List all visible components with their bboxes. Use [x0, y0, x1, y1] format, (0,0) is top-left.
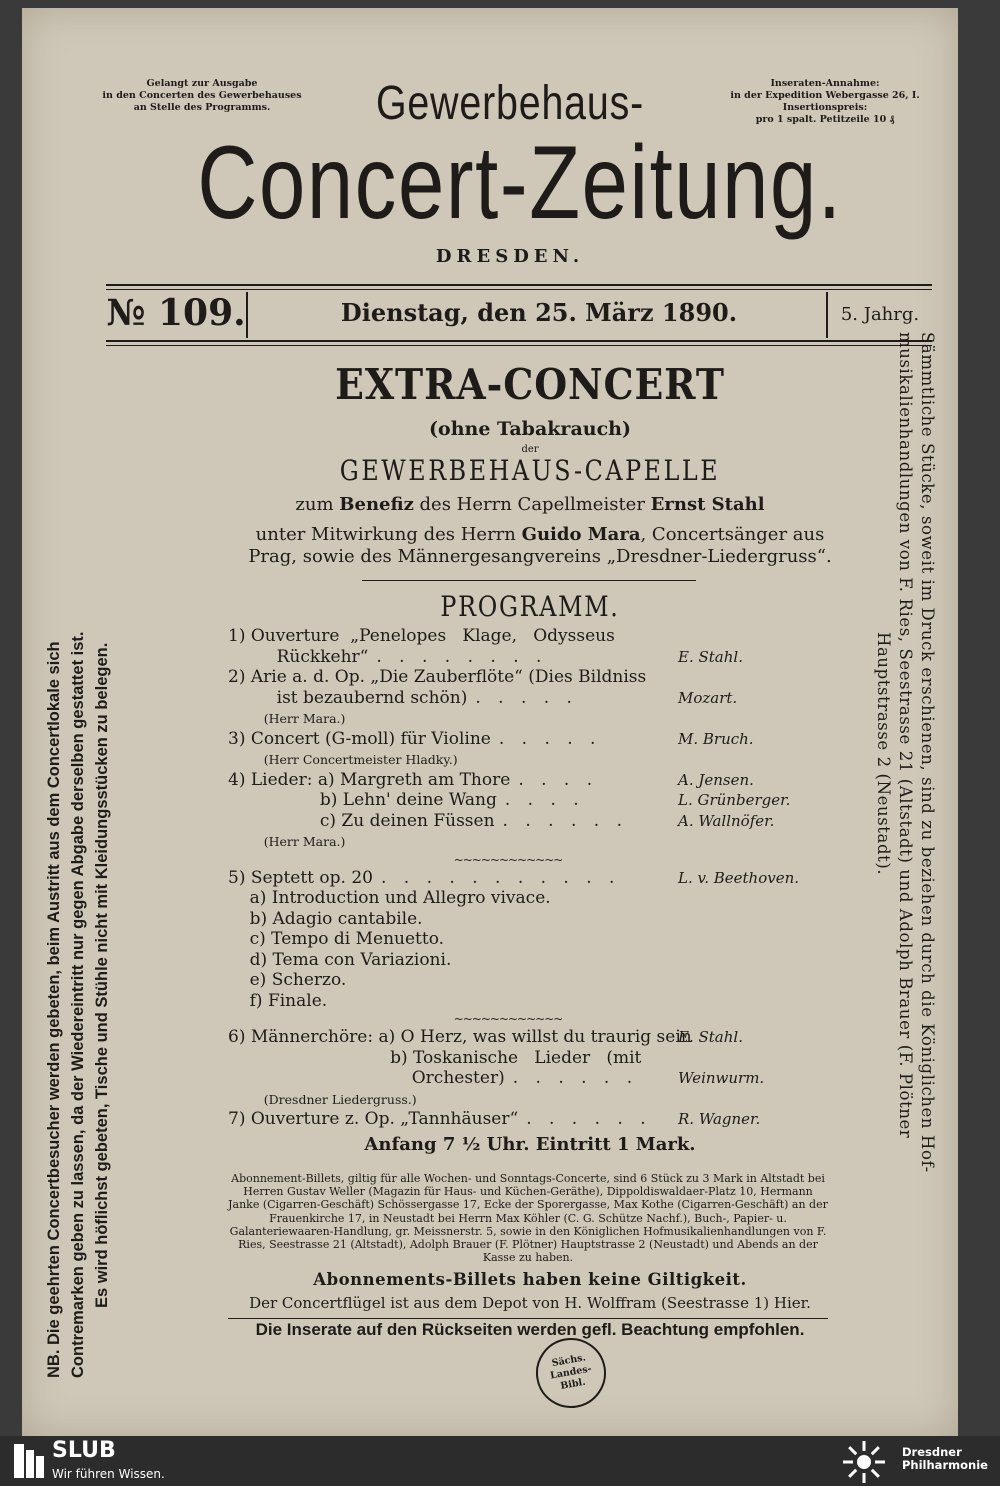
program-line-composer: L. v. Beethoven.	[678, 868, 800, 887]
sheet-music-notice-line: Hauptstrasse 2 (Neustadt).	[874, 632, 893, 876]
sheet-music-notice-line: Sämmtliche Stücke, soweit im Druck erschienen, sind zu beziehen durch die Königlichen Hof-	[918, 332, 937, 1173]
advertising-note	[730, 78, 920, 126]
program-line-dots: . . . .	[518, 769, 599, 790]
singer-name: Guido Mara	[521, 524, 641, 545]
advertising-note-line: Inseraten-Annahme:	[770, 78, 880, 89]
visitor-notice-line: NB. Die geehrten Concertbesucher werden gebeten, beim Austritt aus dem Concertlokale sich	[45, 641, 63, 1378]
subscription-invalid-notice: Abonnements-Billets haben keine Giltigkeit.	[313, 1270, 747, 1289]
participation-text-part: unter Mitwirkung des Herrn	[255, 524, 522, 545]
start-and-entry: Anfang 7 ½ Uhr. Eintritt 1 Mark.	[364, 1134, 696, 1155]
program-line-text: a) Introduction und Allegro vivace.	[228, 888, 551, 908]
program-line-composer: Weinwurm.	[678, 1069, 765, 1087]
program-line-text: b) Lehn' deine Wang	[228, 790, 497, 810]
divider-vertical	[246, 292, 248, 338]
program-line	[228, 991, 788, 1012]
program-line-text: b) Toskanische Lieder (mit	[228, 1047, 642, 1068]
program-line-composer: A. Jensen.	[678, 770, 754, 789]
program-line-dots: . . . .	[504, 790, 585, 810]
program-line-text: c) Tempo di Menuetto.	[228, 929, 445, 949]
program-line-text: Rückkehr“	[228, 646, 369, 667]
program-separator: ~~~~~~~~~~~~	[453, 1012, 563, 1026]
program-line-dots: . . . . . . . .	[376, 646, 548, 667]
program-line	[228, 790, 791, 811]
conductor-name: Ernst Stahl	[650, 494, 765, 515]
distribution-note-line: in den Concerten des Gewerbehauses	[102, 90, 302, 101]
slub-slogan: Wir führen Wissen.	[52, 1467, 165, 1481]
program-line-dots: . . . . . .	[526, 1109, 652, 1129]
benefit-text: des Herrn Capellmeister	[413, 494, 651, 515]
distribution-note-line: Gelangt zur Ausgabe	[146, 78, 258, 89]
advertising-note-line: in der Expedition Webergasse 26, I.	[730, 90, 920, 101]
issue-date: Dienstag, den 25. März 1890.	[340, 298, 738, 327]
benefit-word: Benefiz	[339, 494, 414, 515]
program-line	[228, 647, 788, 668]
visitor-notice-vertical	[42, 358, 138, 1378]
program-line	[228, 950, 788, 971]
participation-text-part: Prag, sowie des Männergesangvereins „Dresdner-Liedergruss“.	[248, 546, 832, 567]
program-line-composer: A. Wallnöfer.	[678, 811, 775, 830]
concert-der: der	[521, 444, 539, 455]
benefit-text: zum	[295, 494, 340, 515]
program-line	[228, 626, 788, 647]
program-line-text: 5) Septett op. 20	[228, 867, 373, 888]
program-line-composer: L. Grünberger.	[678, 791, 791, 809]
divider-rule	[362, 580, 696, 581]
program-line-dots: . . . . . . . . . . .	[380, 867, 621, 888]
program-line	[228, 729, 788, 750]
masthead-top: Gewerbehaus-	[375, 77, 645, 130]
program-line-dots: . . . . .	[498, 728, 602, 749]
masthead-city: DRESDEN.	[435, 246, 585, 267]
slub-title[interactable]: SLUB	[52, 1438, 116, 1463]
program-line	[228, 1089, 788, 1110]
piano-notice: Der Concertflügel ist aus dem Depot von H. Wolffram (Seestrasse 1) Hier.	[249, 1294, 811, 1312]
program-line	[228, 749, 788, 770]
program-line-text: d) Tema con Variazioni.	[228, 949, 452, 970]
program-line	[228, 770, 788, 791]
program-line	[228, 888, 788, 909]
program-line-text: b) Adagio cantabile.	[228, 908, 423, 929]
issue-number: № 109.	[106, 292, 246, 334]
program-line	[228, 867, 800, 889]
program-title: PROGRAMM.	[440, 590, 620, 623]
program-list	[228, 626, 800, 1130]
program-line	[228, 929, 788, 950]
library-stamp: Sächs. Landes- Bibl.	[530, 1332, 611, 1413]
program-separator: ~~~~~~~~~~~~	[453, 852, 563, 867]
program-line-text: f) Finale.	[228, 990, 328, 1011]
program-line-text: (Dresdner Liedergruss.)	[228, 1091, 417, 1107]
sheet-music-notice-vertical	[842, 332, 938, 1332]
advertising-note-line: pro 1 spalt. Petitzeile 10 ₰	[755, 114, 895, 125]
sheet-music-notice-line: musikalienhandlungen von F. Ries, Seestrasse 21 (Altstadt) und Adolph Brauer (F. Plötner	[896, 332, 915, 1139]
divider-rule	[106, 289, 932, 290]
program-line-composer: M. Bruch.	[678, 729, 754, 748]
concert-subtitle: (ohne Tabakrauch)	[429, 418, 631, 440]
distribution-note	[102, 78, 302, 114]
divider-rule	[106, 340, 932, 342]
philharmonie-name-line: Dresdner	[902, 1445, 962, 1459]
slub-logo-icon[interactable]	[12, 1442, 46, 1480]
advertising-note-line: Insertionspreis:	[782, 102, 868, 113]
program-line-text: 7) Ouverture z. Op. „Tannhäuser“	[228, 1109, 519, 1129]
program-line-composer: Mozart.	[678, 688, 738, 707]
program-line-text: (Herr Concertmeister Hladky.)	[228, 752, 458, 767]
program-line-text: 4) Lieder: a) Margreth am Thore	[228, 769, 511, 790]
benefit-line	[230, 494, 830, 515]
program-line	[228, 811, 788, 832]
participation-text	[230, 524, 850, 568]
program-line	[228, 909, 788, 930]
concert-title: EXTRA-CONCERT	[335, 360, 725, 409]
distribution-note-line: an Stelle des Programms.	[133, 102, 271, 113]
program-line	[228, 708, 788, 729]
program-line	[228, 831, 788, 852]
orchestra-name: GEWERBEHAUS-CAPELLE	[339, 454, 721, 487]
ads-notice: Die Inserate auf den Rückseiten werden gefl. Beachtung empfohlen.	[255, 1320, 805, 1339]
program-line	[228, 1109, 788, 1130]
philharmonie-name-line: Philharmonie	[902, 1458, 988, 1472]
program-line-dots: . . . . .	[475, 687, 578, 708]
program-line-dots: . . . . . .	[502, 810, 628, 831]
program-line-composer: E. Stahl.	[678, 1028, 743, 1046]
program-line	[228, 667, 788, 688]
program-line	[228, 688, 788, 709]
program-line	[228, 1048, 788, 1069]
philharmonie-name[interactable]	[902, 1446, 988, 1472]
program-line-text: e) Scherzo.	[228, 970, 347, 990]
program-line-text: 3) Concert (G-moll) für Violine	[228, 728, 491, 749]
visitor-notice-line: Contremarken geben zu lassen, da der Wiedereintritt nur gegen Abgabe derselben gestattet ist.	[69, 631, 87, 1378]
divider-rule	[106, 345, 932, 346]
program-line-text: 1) Ouverture „Penelopes Klage, Odysseus	[228, 626, 615, 646]
program-line-dots: . . . . . .	[512, 1068, 639, 1088]
divider-rule	[106, 284, 932, 286]
program-line-composer: R. Wagner.	[678, 1110, 761, 1128]
program-line-text: Orchester)	[228, 1068, 505, 1088]
program-line-text: (Herr Mara.)	[228, 834, 346, 849]
subscription-notice: Abonnement-Billets, giltig für alle Wochen- und Sonntags-Concerte, sind 6 Stück zu 3 Mark in Altstadt bei Herren Gustav Weller (Magazin für Haus- und Küchen-Geräthe), Dippoldiswaldaer-Platz 10, Hermann Janke (Cigarren-Geschäft) Schössergasse 17, Ecke der Sporergasse, Max Kothe (Cigarren-Geschäft) an der Frauenkirche 17, in Neustadt bei Herrn Max Köhler (C. G. Schütze Nachf.), Buch-, Papier- u. Galanteriewaaren-Handlung, gr. Meissnerstr. 5, sowie in den Königlichen Hofmusikalienhandlungen von F. Ries, Seestrasse 21 (Altstadt), Adolph Brauer (F. Plötner) Hauptstrasse 2 (Neustadt) und Abends an der Kasse zu haben.	[228, 1172, 828, 1265]
participation-text-part: , Concertsänger aus	[640, 524, 825, 545]
program-line	[228, 970, 788, 991]
philharmonie-logo-icon[interactable]	[842, 1440, 886, 1484]
program-line-composer: E. Stahl.	[678, 647, 743, 666]
program-line-text: (Herr Mara.)	[228, 711, 346, 726]
program-line	[228, 1027, 788, 1048]
program-line	[228, 1068, 788, 1089]
program-line-text: ist bezaubernd schön)	[228, 687, 468, 708]
issue-year: 5. Jahrg.	[840, 304, 920, 325]
divider-rule	[228, 1318, 828, 1319]
visitor-notice-line: Es wird höflichst gebeten, Tische und Stühle nicht mit Kleidungsstücken zu belegen.	[93, 642, 111, 1308]
program-line-text: c) Zu deinen Füssen	[228, 810, 495, 831]
program-line-text: 6) Männerchöre: a) O Herz, was willst du traurig sein	[228, 1027, 692, 1047]
program-line-text: 2) Arie a. d. Op. „Die Zauberflöte“ (Dies Bildniss	[228, 667, 647, 687]
masthead-title: Concert-Zeitung.	[197, 125, 843, 241]
